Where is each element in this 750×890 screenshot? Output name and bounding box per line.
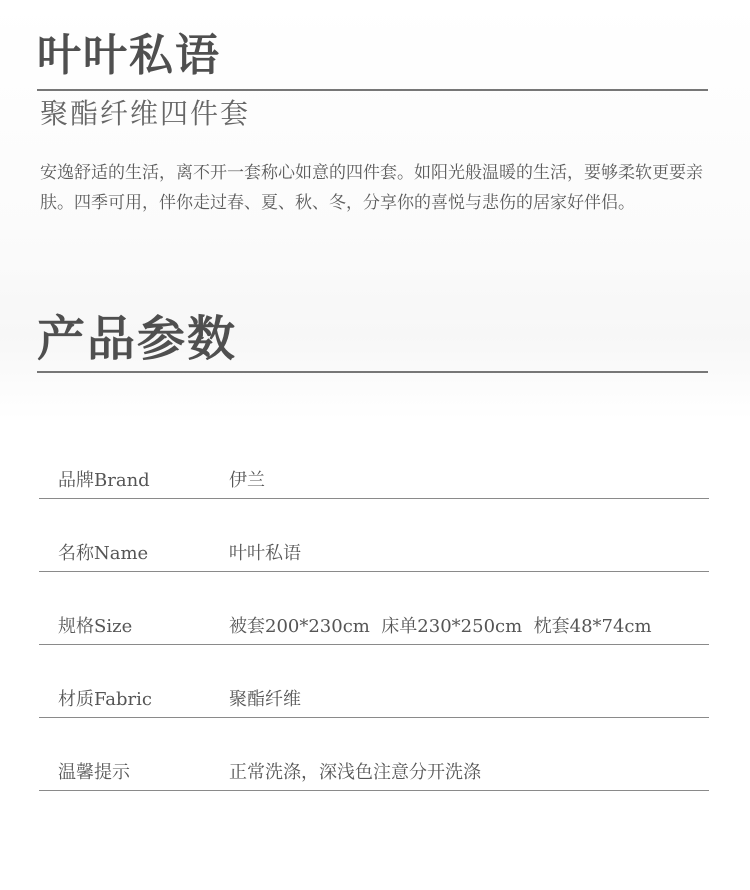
param-label: 温馨提示 bbox=[58, 762, 130, 783]
param-row-care-tips bbox=[39, 718, 709, 791]
param-label: 品牌Brand bbox=[58, 470, 150, 491]
param-label: 名称Name bbox=[58, 543, 149, 564]
param-value: 伊兰 bbox=[229, 470, 265, 491]
title-divider bbox=[37, 89, 708, 91]
param-value: 聚酯纤维 bbox=[229, 689, 301, 710]
param-label: 规格Size bbox=[58, 616, 133, 637]
product-subtitle: 聚酯纤维四件套 bbox=[40, 97, 251, 130]
params-title-divider bbox=[37, 371, 708, 373]
product-title: 叶叶私语 bbox=[37, 30, 221, 81]
param-row-size bbox=[39, 572, 709, 645]
param-row-brand bbox=[39, 430, 709, 499]
params-table bbox=[39, 430, 709, 791]
product-description: 安逸舒适的生活，离不开一套称心如意的四件套。如阳光般温暖的生活，要够柔软更要亲肤。四季可用，伴你走过春、夏、秋、冬，分享你的喜悦与悲伤的居家好伴侣。 bbox=[40, 163, 703, 213]
params-section-title: 产品参数 bbox=[37, 311, 238, 367]
param-row-name bbox=[39, 499, 709, 572]
param-value: 正常洗涤，深浅色注意分开洗涤 bbox=[229, 762, 481, 783]
param-value: 叶叶私语 bbox=[229, 543, 301, 564]
param-row-fabric bbox=[39, 645, 709, 718]
param-label: 材质Fabric bbox=[58, 689, 152, 710]
param-value: 被套200*230cm 床单230*250cm 枕套48*74cm bbox=[229, 616, 652, 637]
